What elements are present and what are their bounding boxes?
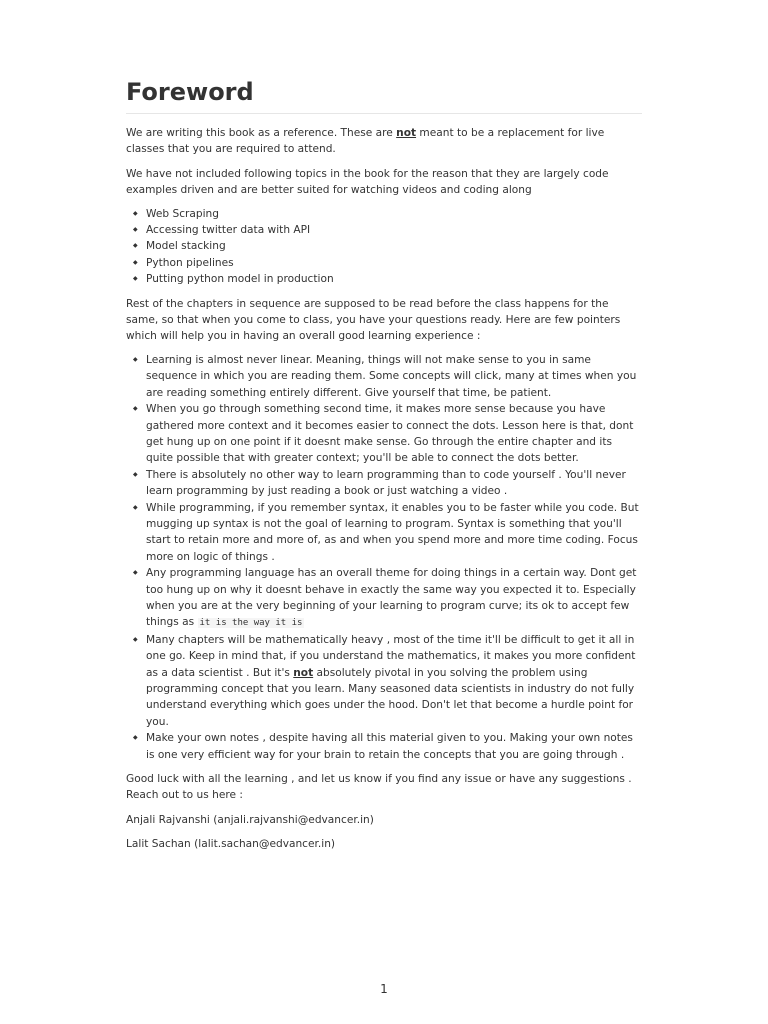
pointer-emphasis: not bbox=[293, 666, 314, 679]
rest-paragraph: Rest of the chapters in sequence are supposed to be read before the class happens for the same, so that when you come to class, you have your questions ready. Here are few pointers which will help you in having an overall good learning experience : bbox=[126, 297, 621, 343]
document-page bbox=[126, 76, 642, 853]
closing-paragraph: Good luck with all the learning , and let us know if you find any issue or have any suggestions . Reach out to us here : bbox=[126, 773, 632, 802]
list-item: ◆ There is absolutely no other way to learn programming than to code yourself . You'll never learn programming by just reading a book or just watching a video . bbox=[146, 467, 642, 500]
not-included-paragraph: We have not included following topics in the book for the reason that they are largely code examples driven and are better suited for watching videos and coding along bbox=[126, 167, 609, 197]
list-item bbox=[146, 565, 642, 632]
list-item: ◆ Model stacking bbox=[146, 238, 642, 254]
list-item: ◆ Make your own notes , despite having all this material given to you. Making your own notes is one very efficient way for your brain to retain the concepts that you are going through . bbox=[146, 730, 642, 763]
contact-lalit: Lalit Sachan (lalit.sachan@edvancer.in) bbox=[126, 838, 336, 851]
list-item: ◆ Web Scraping bbox=[146, 206, 642, 222]
list-item: ◆ While programming, if you remember syntax, it enables you to be faster while you code. But mugging up syntax is not the goal of learning to program. Syntax is something that you'll start to retain more and more of, as and when you spend more and more time coding. Focus more on logic of things . bbox=[146, 500, 642, 566]
intro-emphasis: not bbox=[396, 127, 417, 139]
contact-anjali: Anjali Rajvanshi (anjali.rajvanshi@edvancer.in) bbox=[126, 813, 374, 826]
list-item bbox=[146, 632, 642, 730]
page-title: Foreword bbox=[126, 76, 642, 114]
pointer-text-start: Many chapters will be mathematically heavy , most of the time it'll be difficult to get it all in one go. Keep in mind that, if you understand the mathematics, it makes you more confident as a data scientist . But it's bbox=[146, 633, 636, 679]
inline-code: it is the way it is bbox=[199, 618, 303, 629]
list-item: ◆ Python pipelines bbox=[146, 255, 642, 271]
intro-text-end: meant to be a replacement for live classes that you are required to attend. bbox=[126, 127, 605, 156]
list-item: ◆ Putting python model in production bbox=[146, 271, 642, 287]
page-number: 1 bbox=[380, 982, 388, 996]
list-item: ◆ When you go through something second time, it makes more sense because you have gathered more context and it becomes easier to connect the dots. Lesson here is that, dont get hung up on one point if it doesnt make sense. Go through the entire chapter and its quite possible that with greater context; you'll be able to connect the dots better. bbox=[146, 401, 642, 467]
pointers-list bbox=[126, 352, 642, 763]
intro-text-start: We are writing this book as a reference. These are bbox=[126, 127, 397, 139]
intro-paragraph bbox=[126, 125, 642, 158]
pointer-text: Any programming language has an overall theme for doing things in a certain way. Dont get too hung up on why it doesnt behave in exactly the same way you expected it to. Especially when you are at the very beginning of your learning to program curve; its ok to accept few things as bbox=[146, 567, 637, 629]
pointer-text-end: absolutely pivotal in you solving the problem using programming concept that you learn. Many seasoned data scientists in industry do not fully understand everything which goes under the hood. Don't let that become a hurdle point for you. bbox=[146, 666, 635, 728]
topics-list bbox=[126, 206, 642, 288]
list-item: ◆ Learning is almost never linear. Meaning, things will not make sense to you in same sequence in which you are reading them. Some concepts will click, many at times when you are reading something entirely different. Give yourself that time, be patient. bbox=[146, 352, 642, 401]
list-item: ◆ Accessing twitter data with API bbox=[146, 222, 642, 238]
